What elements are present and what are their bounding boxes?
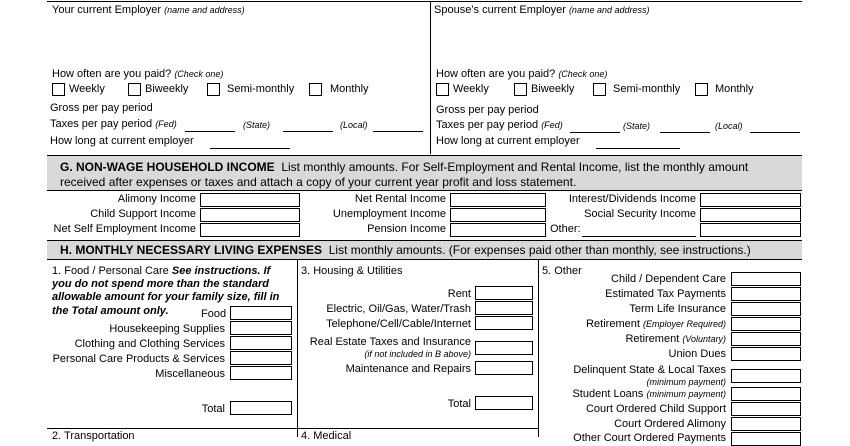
other-income-label: Other: <box>550 223 581 235</box>
real-estate-label: Real Estate Taxes and Insurance <box>309 336 471 348</box>
misc-input[interactable] <box>230 366 292 380</box>
food-instr-4: the Total amount only. <box>52 305 169 317</box>
other-income-input[interactable] <box>700 223 801 237</box>
alimony-input[interactable] <box>200 193 300 207</box>
court-alimony-input[interactable] <box>731 417 801 431</box>
how-long-line[interactable] <box>210 148 290 149</box>
electric-input[interactable] <box>475 301 533 315</box>
union-input[interactable] <box>731 347 801 361</box>
retirement-req-input[interactable] <box>731 317 801 331</box>
spouse-monthly-label: Monthly <box>715 83 754 95</box>
h-divider-1 <box>297 260 298 437</box>
spouse-local-line[interactable] <box>750 132 800 133</box>
semimonthly-checkbox[interactable] <box>207 83 220 96</box>
section-h-title: H. MONTHLY NECESSARY LIVING EXPENSES List monthly amounts. (For expenses paid other than monthly, see instructions.) <box>60 243 751 257</box>
retirement-vol-input[interactable] <box>731 332 801 346</box>
spouse-taxes-label: Taxes per pay period (Fed) <box>436 119 563 131</box>
spouse-fed-line[interactable] <box>570 132 620 133</box>
spouse-weekly-checkbox[interactable] <box>436 83 449 96</box>
rent-label: Rent <box>447 288 471 300</box>
interest-input[interactable] <box>700 193 801 207</box>
spouse-how-long-label: How long at current employer <box>436 135 580 147</box>
weekly-checkbox[interactable] <box>52 83 65 96</box>
transportation-head: 2. Transportation <box>52 430 135 442</box>
how-long-label: How long at current employer <box>50 135 194 147</box>
personal-care-label: Personal Care Products & Services <box>52 353 225 365</box>
other-income-desc-line[interactable] <box>582 236 696 237</box>
child-care-input[interactable] <box>731 272 801 286</box>
delinquent-min-note: (minimum payment) <box>646 377 726 387</box>
maintenance-input[interactable] <box>475 361 533 375</box>
spouse-biweekly-checkbox[interactable] <box>514 83 527 96</box>
net-self-label: Net Self Employment Income <box>53 223 196 235</box>
spouse-biweekly-label: Biweekly <box>531 83 575 95</box>
taxes-label: Taxes per pay period (Fed) <box>50 118 177 130</box>
telephone-input[interactable] <box>475 316 533 330</box>
term-life-label: Term Life Insurance <box>629 303 726 315</box>
current-employer-label: Your current Employer (name and address) <box>52 4 245 16</box>
other-head: 5. Other <box>542 265 582 277</box>
housing-total-label: Total <box>447 398 471 410</box>
food-label: Food <box>201 308 227 320</box>
semimonthly-label: Semi-monthly <box>227 83 295 95</box>
h-divider-2 <box>538 260 539 437</box>
clothing-label: Clothing and Clothing Services <box>74 338 225 350</box>
housing-head: 3. Housing & Utilities <box>301 265 403 277</box>
est-tax-input[interactable] <box>731 287 801 301</box>
paid-question: How often are you paid? (Check one) <box>52 68 224 80</box>
pension-label: Pension Income <box>367 223 446 235</box>
misc-label: Miscellaneous <box>155 368 225 380</box>
net-rental-label: Net Rental Income <box>354 193 446 205</box>
student-loans-label: Student Loans (minimum payment) <box>572 388 726 400</box>
state-label: (State) <box>243 120 271 130</box>
local-line[interactable] <box>373 131 423 132</box>
union-label: Union Dues <box>668 348 726 360</box>
section-g-line1: G. NON-WAGE HOUSEHOLD INCOME List monthly amounts. For Self-Employment and Rental Income, list the monthly amount <box>60 160 749 174</box>
local-label: (Local) <box>340 120 368 130</box>
unemployment-input[interactable] <box>450 208 546 222</box>
court-alimony-label: Court Ordered Alimony <box>614 418 726 430</box>
telephone-label: Telephone/Cell/Cable/Internet <box>326 318 471 330</box>
housekeeping-label: Housekeeping Supplies <box>109 323 225 335</box>
spouse-employer-label: Spouse’s current Employer (name and address) <box>434 4 650 16</box>
alimony-label: Alimony Income <box>117 193 196 205</box>
medical-head: 4. Medical <box>301 430 352 442</box>
food-instr-3: allowable amount for your family size, fill in <box>52 291 280 303</box>
rent-input[interactable] <box>475 286 533 300</box>
interest-label: Interest/Dividends Income <box>568 193 696 205</box>
food-head: 1. Food / Personal Care See instructions. If <box>52 265 271 277</box>
gross-label: Gross per pay period <box>50 102 153 114</box>
weekly-label: Weekly <box>69 83 105 95</box>
food-total-label: Total <box>201 403 225 415</box>
electric-label: Electric, Oil/Gas, Water/Trash <box>326 303 471 315</box>
spouse-state-line[interactable] <box>660 132 710 133</box>
unemployment-label: Unemployment Income <box>332 208 446 220</box>
clothing-input[interactable] <box>230 336 292 350</box>
state-line[interactable] <box>283 131 333 132</box>
delinquent-input[interactable] <box>731 369 801 383</box>
spouse-how-long-line[interactable] <box>596 148 680 149</box>
delinquent-label: Delinquent State & Local Taxes <box>573 364 726 376</box>
food-input[interactable] <box>230 306 292 320</box>
food-instr-2: you do not spend more than the standard <box>52 278 269 290</box>
student-loans-input[interactable] <box>731 387 801 401</box>
personal-care-input[interactable] <box>230 351 292 365</box>
retirement-req-label: Retirement (Employer Required) <box>586 318 726 330</box>
court-child-label: Court Ordered Child Support <box>585 403 726 415</box>
term-life-input[interactable] <box>731 302 801 316</box>
biweekly-label: Biweekly <box>145 83 189 95</box>
other-court-label: Other Court Ordered Payments <box>573 432 726 444</box>
spouse-semimonthly-label: Semi-monthly <box>613 83 681 95</box>
not-included-note: (if not included in B above) <box>364 349 471 359</box>
net-rental-input[interactable] <box>450 193 546 207</box>
spouse-paid-question: How often are you paid? (Check one) <box>436 68 608 80</box>
spouse-semimonthly-checkbox[interactable] <box>593 83 606 96</box>
spouse-monthly-checkbox[interactable] <box>695 83 708 96</box>
transport-divider <box>47 428 297 429</box>
spouse-local-label: (Local) <box>715 121 743 131</box>
monthly-checkbox[interactable] <box>309 83 322 96</box>
child-care-label: Child / Dependent Care <box>611 273 726 285</box>
housing-total-input[interactable] <box>475 396 533 410</box>
social-security-label: Social Security Income <box>584 208 696 220</box>
real-estate-input[interactable] <box>475 341 533 355</box>
child-support-input[interactable] <box>200 208 300 222</box>
social-security-input[interactable] <box>700 208 801 222</box>
pension-input[interactable] <box>450 223 546 237</box>
est-tax-label: Estimated Tax Payments <box>605 288 726 300</box>
biweekly-checkbox[interactable] <box>128 83 141 96</box>
spouse-gross-label: Gross per pay period <box>436 104 539 116</box>
food-total-input[interactable] <box>230 401 292 415</box>
housekeeping-input[interactable] <box>230 321 292 335</box>
net-self-input[interactable] <box>200 223 300 237</box>
fed-line[interactable] <box>185 131 235 132</box>
monthly-label: Monthly <box>330 83 369 95</box>
top-border <box>47 1 802 2</box>
section-g-line2: received after expenses or taxes and attach a copy of your current year profit and loss statement. <box>60 175 577 189</box>
retirement-vol-label: Retirement (Voluntary) <box>625 333 726 345</box>
other-court-input[interactable] <box>731 432 801 446</box>
court-child-input[interactable] <box>731 402 801 416</box>
maintenance-label: Maintenance and Repairs <box>345 363 471 375</box>
spouse-state-label: (State) <box>623 121 651 131</box>
medical-divider <box>297 428 538 429</box>
child-support-label: Child Support Income <box>90 208 196 220</box>
column-divider <box>430 1 431 154</box>
spouse-weekly-label: Weekly <box>453 83 489 95</box>
